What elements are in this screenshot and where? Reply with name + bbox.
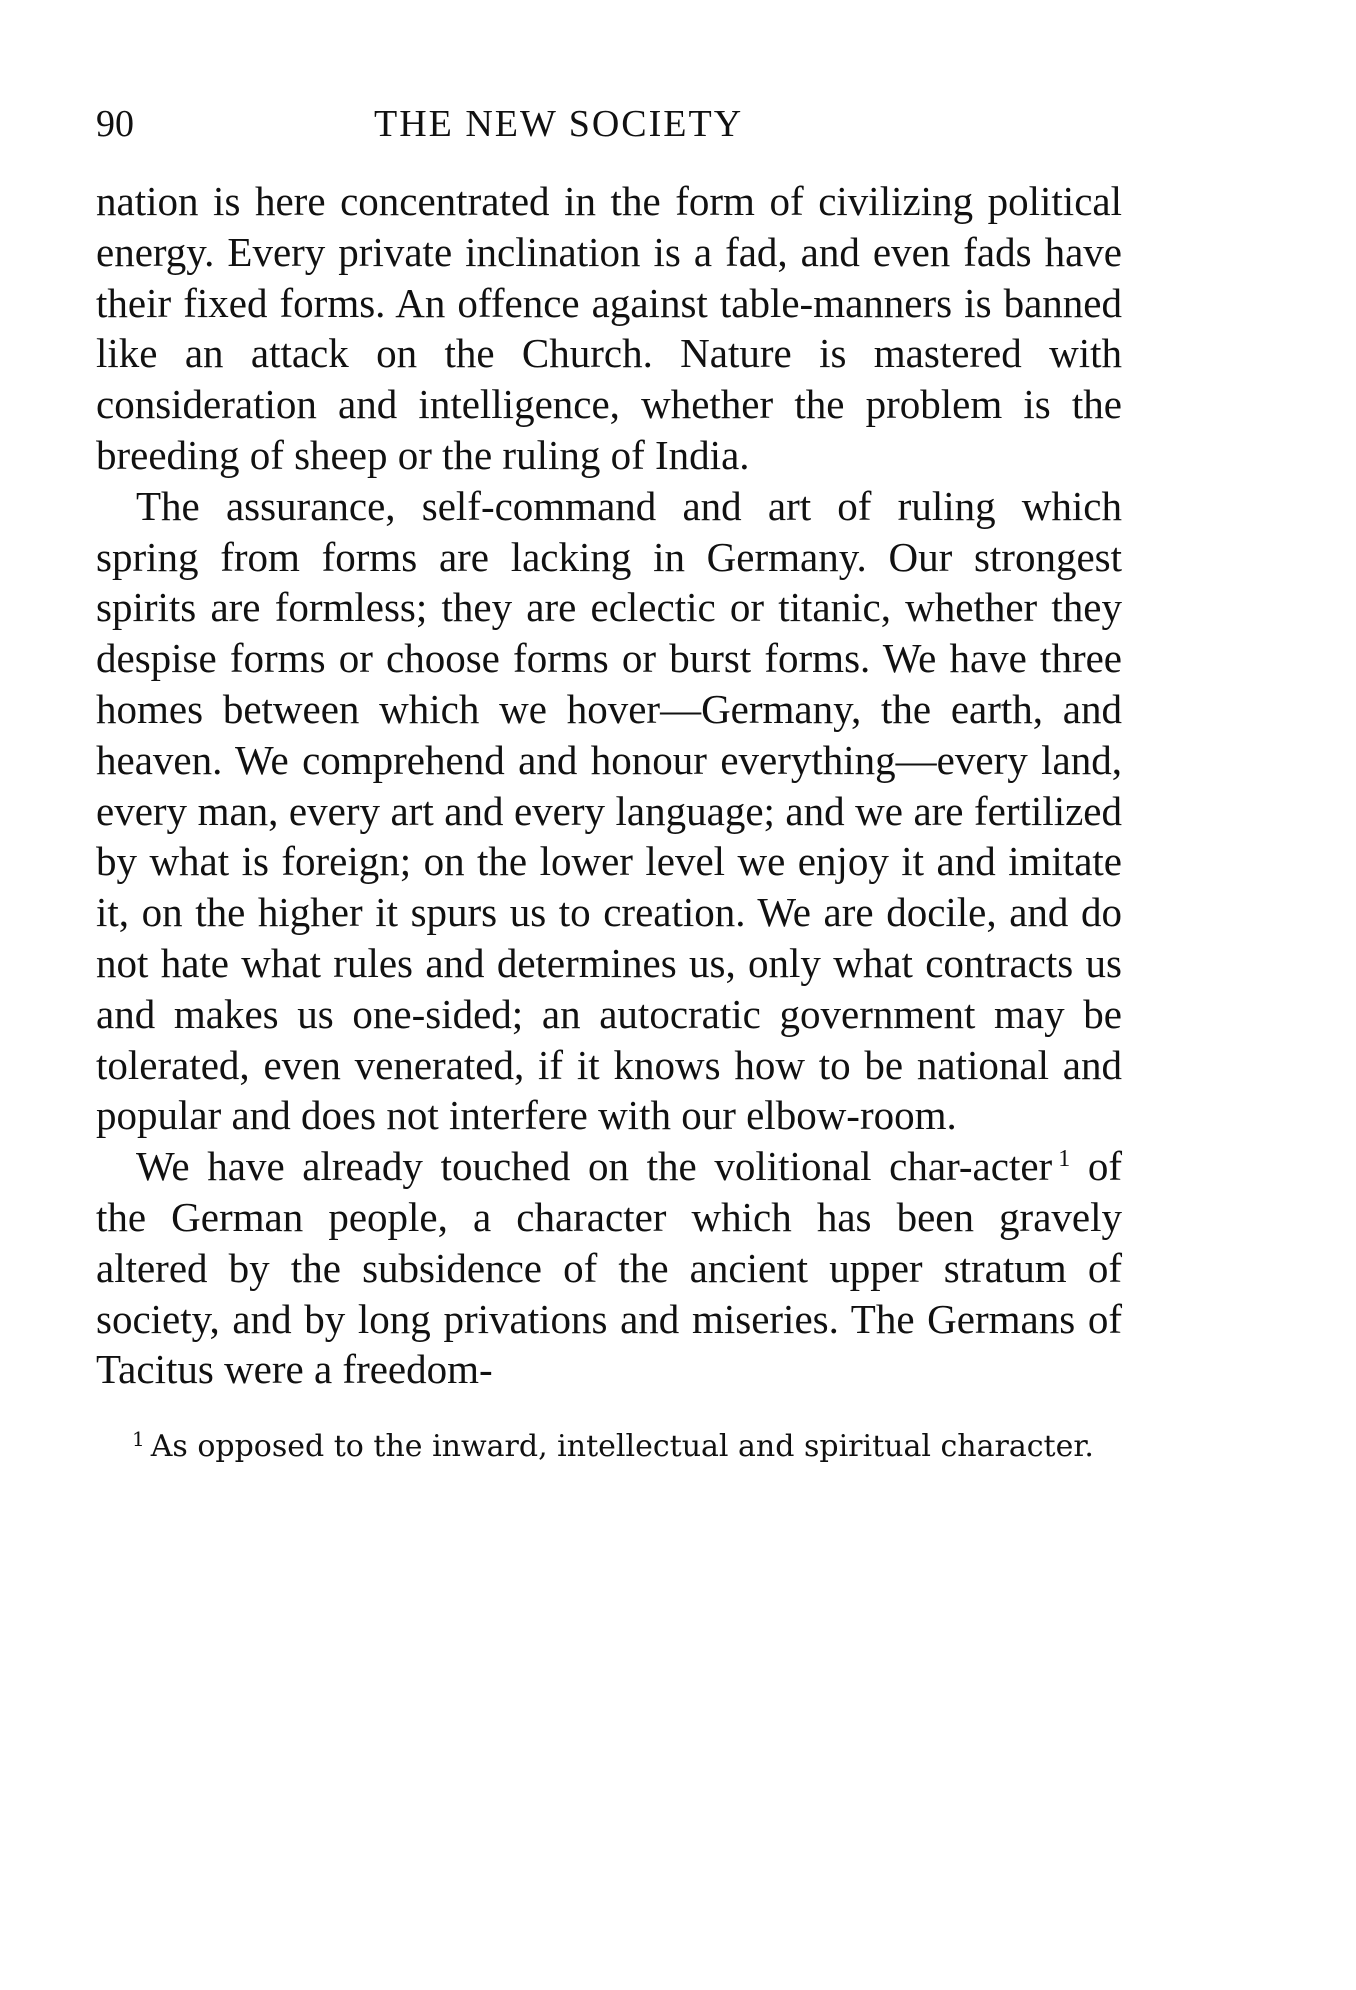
running-header xyxy=(96,98,1122,150)
body-text xyxy=(96,176,1122,1395)
footnote-text: As opposed to the inward, intellectual and spiritual character. xyxy=(150,1429,1094,1465)
paragraph-3 xyxy=(96,1141,1122,1395)
footnote-number: 1 xyxy=(132,1427,145,1452)
footnote-reference-marker: 1 xyxy=(1058,1146,1071,1173)
page-content xyxy=(96,98,1122,1467)
paragraph-1: nation is here concentrated in the form of civilizing political energy. Every private inclination is a fad, and even fads have their fixed forms. An offence against table-manners is banned like an attack on the Church. Nature is mastered with consideration and intelligence, whether the problem is the breeding of sheep or the ruling of India. xyxy=(96,178,1122,478)
paragraph-3-text-before-note: We have already touched on the volitional char-acter xyxy=(136,1143,1053,1190)
footnote xyxy=(96,1427,1122,1467)
page-number: 90 xyxy=(96,103,134,145)
running-title: THE NEW SOCIETY xyxy=(374,103,744,145)
paragraph-3-text-after-note: of the German people, a character which has been gravely altered by the subsidence of the ancient upper stratum of society, and by long privations and miseries. The Germans of Tacitus were a freedom- xyxy=(96,1143,1123,1393)
paragraph-2: The assurance, self-command and art of ruling which spring from forms are lacking in Germany. Our strongest spirits are formless; they are eclectic or titanic, whether they despise forms or choose forms or burst forms. We have three homes between which we hover—Germany, the earth, and heaven. We comprehend and honour everything—every land, every man, every art and every language; and we are fertilized by what is foreign; on the lower level we enjoy it and imitate it, on the higher it spurs us to creation. We are docile, and do not hate what rules and determines us, only what contracts us and makes us one-sided; an autocratic government may be tolerated, even venerated, if it knows how to be national and popular and does not interfere with our elbow-room. xyxy=(96,482,1122,1139)
